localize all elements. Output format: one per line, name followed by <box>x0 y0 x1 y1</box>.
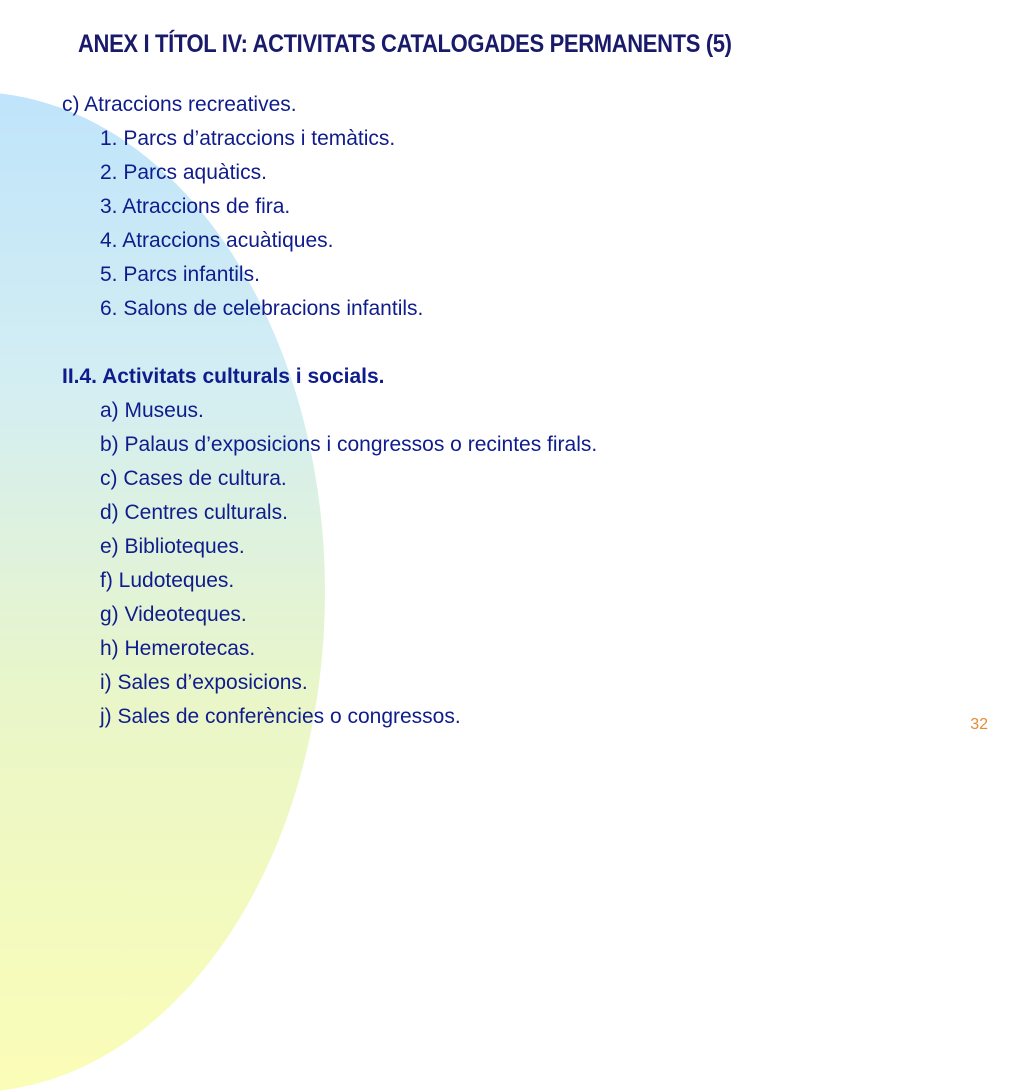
list-item: i) Sales d’exposicions. <box>100 671 308 694</box>
list-item: 4. Atraccions acuàtiques. <box>100 229 334 252</box>
list-item: g) Videoteques. <box>100 603 247 626</box>
list-item: j) Sales de conferències o congressos. <box>100 705 461 728</box>
list-item: a) Museus. <box>100 399 204 422</box>
list-item: d) Centres culturals. <box>100 501 288 524</box>
section-c-heading: c) Atraccions recreatives. <box>62 93 297 116</box>
list-item: 5. Parcs infantils. <box>100 263 260 286</box>
slide-content <box>62 88 597 734</box>
list-item: 1. Parcs d’atraccions i temàtics. <box>100 127 396 150</box>
page-number: 32 <box>970 716 988 733</box>
list-item: 6. Salons de celebracions infantils. <box>100 297 424 320</box>
list-item: b) Palaus d’exposicions i congressos o recintes firals. <box>100 433 598 456</box>
list-item: f) Ludoteques. <box>100 569 235 592</box>
section-ii4-heading: II.4. Activitats culturals i socials. <box>62 365 385 388</box>
section-spacer <box>62 326 597 360</box>
slide-title: ANEX I TÍTOL IV: ACTIVITATS CATALOGADES PERMANENTS (5) <box>78 30 732 58</box>
list-item: 2. Parcs aquàtics. <box>100 161 267 184</box>
list-item: c) Cases de cultura. <box>100 467 287 490</box>
list-item: e) Biblioteques. <box>100 535 245 558</box>
list-item: h) Hemerotecas. <box>100 637 256 660</box>
list-item: 3. Atraccions de fira. <box>100 195 291 218</box>
